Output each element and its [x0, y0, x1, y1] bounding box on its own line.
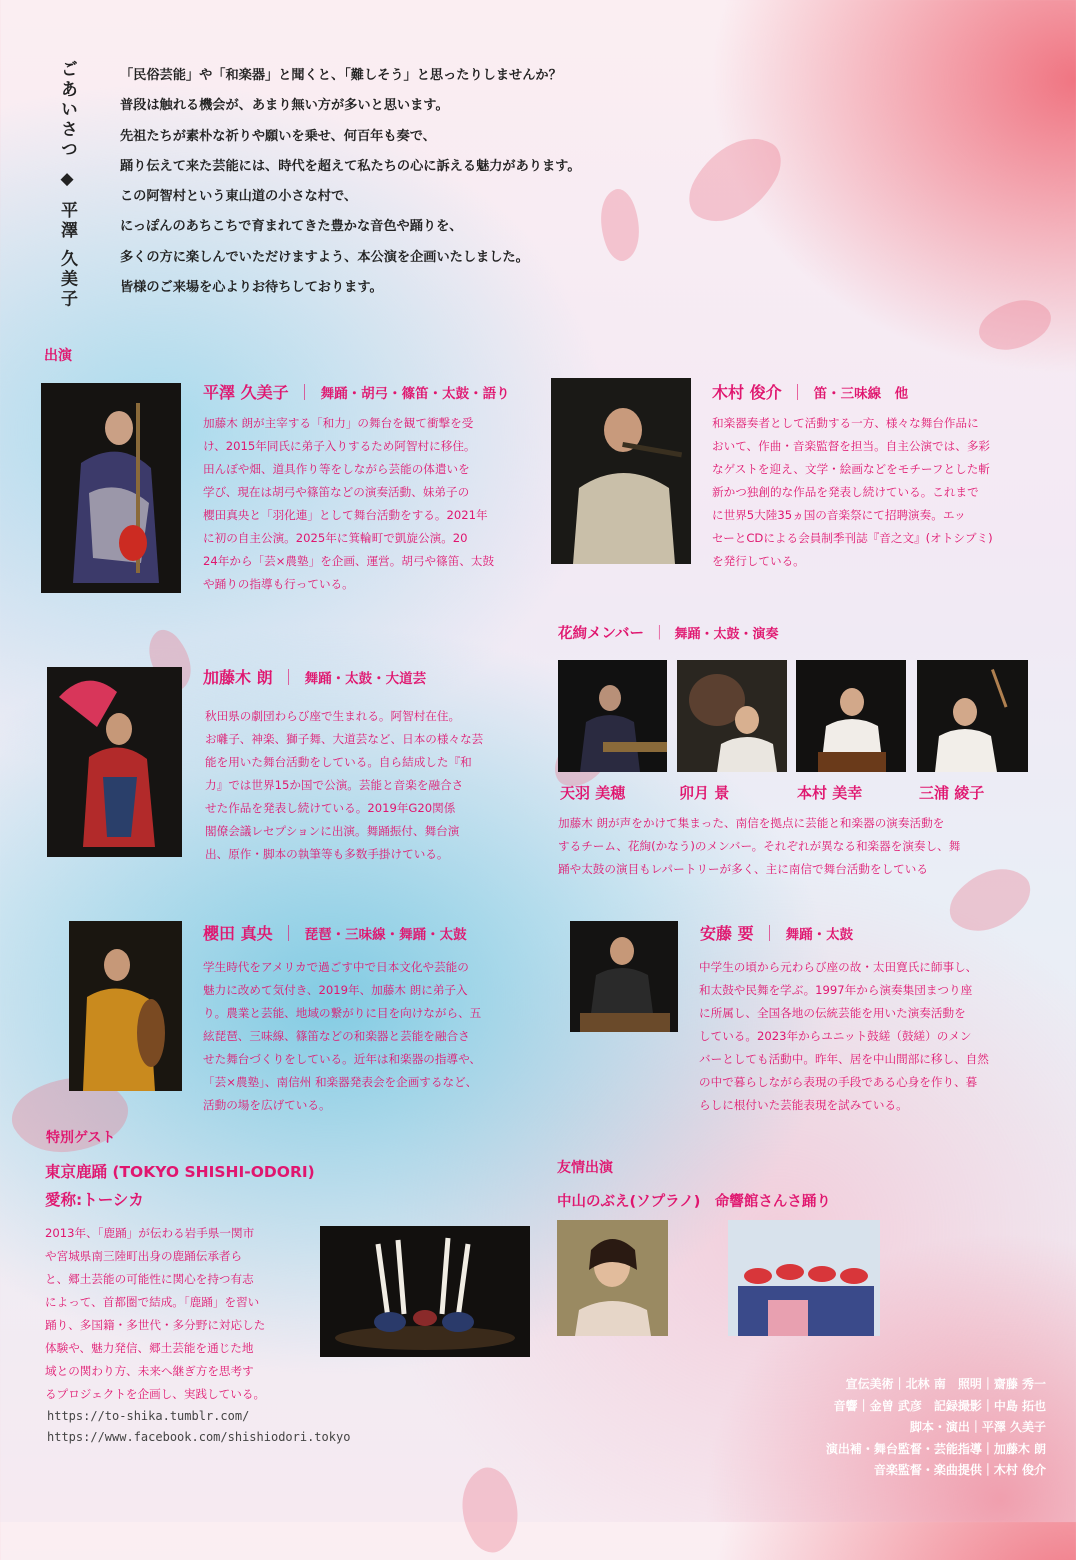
photo-kimura	[551, 378, 691, 564]
name-text: 木村 俊介	[712, 383, 782, 402]
role-text: 舞踊・太鼓	[785, 927, 854, 943]
credit-line: 脚本・演出｜平澤 久美子	[909, 1420, 1046, 1435]
bio-line: 能を用いた舞台活動をしている。自ら結成した『和	[205, 755, 472, 769]
bio-line: 和楽器奏者として活動する一方、様々な舞台作品に	[712, 416, 979, 430]
guest-link-facebook[interactable]: https://www.facebook.com/shishiodori.tokyo	[47, 1430, 351, 1444]
photo-member-3	[796, 660, 906, 772]
bio-line: 「芸×農塾」、南信州 和楽器発表会を企画するなど、	[203, 1075, 478, 1089]
bio-line: らしに根付いた芸能表現を試みている。	[699, 1098, 908, 1112]
bio-line: 踊や太鼓の演目もレパートリーが多く、主に南信で舞台活動をしている	[558, 862, 928, 876]
bio-line: 加藤木 朗が声をかけて集まった、南信を拠点に芸能と和楽器の演奏活動を	[558, 816, 945, 830]
photo-hirasawa	[41, 383, 181, 593]
cast-heading: 出演	[44, 348, 72, 364]
bio-line: 中学生の頃から元わらび座の故・太田寛氏に師事し、	[699, 960, 978, 974]
photo-nakayama	[557, 1220, 668, 1336]
friendship-heading: 友情出演	[557, 1160, 613, 1176]
bio-line: 域との関わり方、未来へ継ぎ方を思考す	[45, 1364, 254, 1378]
greeting-text	[120, 61, 581, 303]
photo-sakurada	[69, 921, 182, 1091]
credits	[826, 1374, 1046, 1482]
member-name: 天羽 美穂	[560, 784, 626, 802]
petal-decoration	[444, 1460, 536, 1559]
role-text: 琵琶・三味線・舞踊・太鼓	[304, 927, 467, 943]
bio-guest	[45, 1222, 265, 1406]
bio-line: 活動の場を広げている。	[203, 1098, 331, 1112]
greeting-line: 踊り伝えて来た芸能には、時代を超えて私たちの心に訴える魅力があります。	[120, 158, 581, 174]
bio-line: り。農業と芸能、地域の繋がりに目を向けながら、五	[203, 1006, 482, 1020]
bio-line: 24年から「芸×農塾」を企画、運営。胡弓や篠笛、太鼓	[203, 554, 495, 568]
bio-line: の中で暮らしながら表現の手段である心身を作り、暮	[699, 1075, 978, 1089]
greeting-line: 先祖たちが素朴な祈りや願いを乗せ、何百年も奏で、	[120, 128, 436, 144]
photo-member-1	[558, 660, 667, 772]
greeting-line: 多くの方に楽しんでいただけますよう、本公演を企画いたしました。	[120, 249, 529, 265]
bio-line: や踊りの指導も行っている。	[203, 577, 354, 591]
name-text: 加藤木 朗	[203, 668, 273, 687]
role-text: 笛・三味線 他	[813, 386, 909, 402]
bio-line: セーとCDによる会員制季刊誌『音之文』(オトシブミ)	[712, 531, 993, 545]
bio-line: 新かつ独創的な作品を発表し続けている。これまで	[712, 485, 979, 499]
bio-kaken	[558, 812, 960, 881]
performer-name-katogi: 加藤木 朗 ｜ 舞踊・太鼓・大道芸	[203, 668, 427, 687]
bio-line: 閣僚会議レセプションに出演。舞踊振付、舞台演	[205, 824, 460, 838]
kaken-role: 舞踊・太鼓・演奏	[674, 627, 779, 642]
bio-line: によって、首都圏で結成。「鹿踊」を習い	[45, 1295, 260, 1309]
bio-line: と、郷土芸能の可能性に関心を持つ有志	[45, 1272, 254, 1286]
petal-decoration	[589, 185, 651, 264]
performer-name-kimura: 木村 俊介 ｜ 笛・三味線 他	[712, 383, 909, 402]
photo-shishi-odori	[320, 1226, 530, 1357]
credit-line: 宣伝美術｜北林 南 照明｜齋藤 秀一	[845, 1377, 1046, 1391]
bio-line: 加藤木 朗が主宰する「和力」の舞台を観て衝撃を受	[203, 416, 474, 430]
bio-line: している。2023年からユニット鼓縒（鼓縒）のメン	[699, 1029, 972, 1043]
bio-hirasawa	[203, 412, 494, 596]
bio-line: おいて、作曲・音楽監督を担当。自主公演では、多彩	[712, 439, 991, 453]
guest-nickname: 愛称:トーシカ	[45, 1191, 144, 1209]
bio-line: バーとしても活動中。昨年、居を中山間部に移し、自然	[699, 1052, 989, 1066]
photo-katogi	[47, 667, 182, 857]
bio-kimura	[712, 412, 993, 573]
name-text: 安藤 要	[700, 924, 754, 943]
photo-member-2	[677, 660, 787, 772]
bio-line: するチーム、花絢(かなう)のメンバー。それぞれが異なる和楽器を演奏し、舞	[558, 839, 961, 853]
bio-line: け、2015年同氏に弟子入りするため阿智村に移住。	[203, 439, 476, 453]
kaken-heading: 花絢メンバー ｜ 舞踊・太鼓・演奏	[558, 626, 779, 642]
guest-link-tumblr[interactable]: https://to-shika.tumblr.com/	[47, 1409, 250, 1423]
role-text: 舞踊・胡弓・篠笛・太鼓・語り	[320, 386, 510, 402]
name-text: 平澤 久美子	[203, 383, 289, 402]
bio-line: 秋田県の劇団わらび座で生まれる。阿智村在住。	[205, 709, 461, 723]
bio-line: 踊り、多国籍・多世代・多分野に対応した	[45, 1318, 266, 1332]
greeting-line: にっぽんのあちこちで育まれてきた豊かな音色や踊りを、	[120, 219, 463, 235]
greeting-line: 普段は触れる機会が、あまり無い方が多いと思います。	[120, 98, 449, 114]
credit-line: 演出補・舞台監督・芸能指導｜加藤木 朗	[825, 1441, 1046, 1456]
bio-ando	[699, 956, 989, 1117]
petal-decoration	[972, 283, 1058, 366]
bio-line: を発行している。	[712, 554, 805, 568]
bio-katogi	[205, 705, 483, 866]
bio-line: お囃子、神楽、獅子舞、大道芸など、日本の様々な芸	[205, 732, 484, 746]
bio-line: 学生時代をアメリカで過ごす中で日本文化や芸能の	[203, 960, 469, 974]
member-name: 卯月 景	[679, 784, 730, 802]
photo-member-4	[917, 660, 1028, 772]
member-name: 本村 美幸	[797, 784, 863, 802]
bio-line: せた舞台づくりをしている。近年は和楽器の指導や、	[203, 1052, 482, 1066]
bio-line: や宮城県南三陸町出身の鹿踊伝承者ら	[45, 1249, 243, 1263]
bio-line: に所属し、全国各地の伝統芸能を用いた演奏活動を	[699, 1006, 966, 1020]
bio-line: 2013年、「鹿踊」が伝わる岩手県一関市	[45, 1226, 255, 1240]
bio-line: に初の自主公演。2025年に箕輪町で凱旋公演。20	[203, 531, 468, 545]
name-text: 櫻田 真央	[203, 924, 273, 943]
bio-line: るプロジェクトを企画し、実践している。	[45, 1387, 266, 1401]
credit-line: 音楽監督・楽曲提供｜木村 俊介	[873, 1463, 1046, 1478]
petal-decoration	[680, 119, 791, 241]
credit-line: 音響｜金曽 武彦 記録撮影｜中島 拓也	[833, 1398, 1046, 1413]
guest-name: 東京鹿踊 (TOKYO SHISHI-ODORI)	[45, 1163, 315, 1181]
photo-ando	[570, 921, 678, 1032]
bio-line: 魅力に改めて気付き、2019年、加藤木 朗に弟子入	[203, 983, 468, 997]
bio-line: 和太鼓や民舞を学ぶ。1997年から演奏集団まつり座	[699, 983, 973, 997]
member-name: 三浦 綾子	[919, 784, 985, 802]
bio-line: 学び、現在は胡弓や篠笛などの演奏活動、妹弟子の	[203, 485, 470, 499]
bio-line: 出、原作・脚本の執筆等も多数手掛けている。	[205, 847, 449, 861]
greeting-title: ごあいさつ ◆ 平澤 久美子	[57, 60, 77, 310]
photo-sansa-odori	[728, 1220, 880, 1336]
bio-line: 絃琵琶、三味線、篠笛などの和楽器と芸能を融合さ	[203, 1029, 470, 1043]
bio-line: 体験や、魅力発信、郷土芸能を通じた地	[45, 1341, 254, 1355]
bio-line: 田んぼや畑、道具作り等をしながら芸能の体遣いを	[203, 462, 470, 476]
greeting-line: この阿智村という東山道の小さな村で、	[120, 189, 358, 205]
bio-sakurada	[203, 956, 481, 1117]
greeting-line: 皆様のご来場を心よりお待ちしております。	[120, 280, 383, 296]
role-text: 舞踊・太鼓・大道芸	[304, 671, 427, 687]
greeting-line: 「民俗芸能」や「和楽器」と聞くと、「難しそう」と思ったりしませんか？	[120, 68, 562, 83]
kaken-title: 花絢メンバー	[558, 626, 644, 642]
bio-line: なゲストを迎え、文学・絵画などをモチーフとした斬	[712, 462, 990, 476]
performer-name-sakurada: 櫻田 真央 ｜ 琵琶・三味線・舞踊・太鼓	[203, 924, 467, 943]
friendship-names: 中山のぶえ(ソプラノ) 命響館さんさ踊り	[557, 1194, 831, 1210]
guest-heading: 特別ゲスト	[46, 1130, 116, 1146]
bio-line: に世界5大陸35ヵ国の音楽祭にて招聘演奏。エッ	[712, 508, 966, 522]
bio-line: 力』では世界15か国で公演。芸能と音楽を融合さ	[205, 778, 464, 792]
performer-name-hirasawa: 平澤 久美子 ｜ 舞踊・胡弓・篠笛・太鼓・語り	[203, 383, 510, 402]
performer-name-ando: 安藤 要 ｜ 舞踊・太鼓	[700, 924, 854, 943]
bio-line: せた作品を発表し続けている。2019年G20関係	[205, 801, 456, 815]
bio-line: 櫻田真央と「羽化連」として舞台活動をする。2021年	[203, 508, 488, 522]
